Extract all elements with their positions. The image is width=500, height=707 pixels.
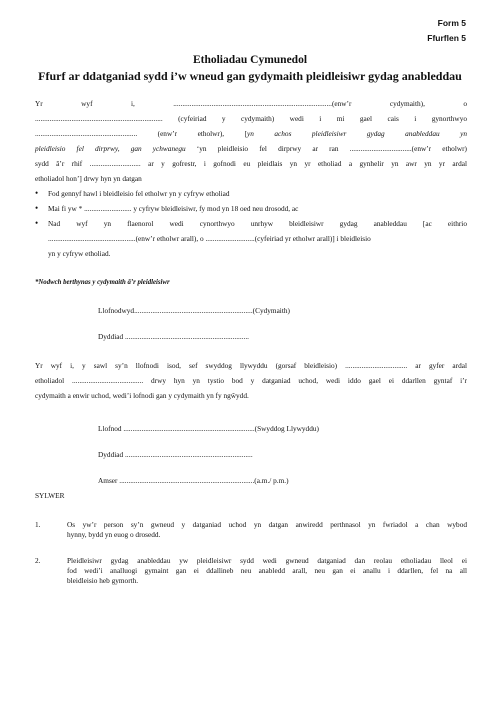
declaration-text: ‘yn pleidleisio fel dirprwy ar ran ..................................(enw’r etholwr)	[185, 144, 467, 153]
bullet-icon: •	[35, 218, 39, 228]
note-text: bleidleisio heb gymorth.	[67, 576, 139, 585]
list-item	[35, 201, 467, 216]
declaration-text: ........................................................ (enw’r etholwr), [	[35, 129, 248, 138]
companion-date-line: Dyddiad ....................................................................	[98, 332, 250, 341]
note-item	[35, 556, 467, 588]
officer-signature-line: Llofnod ........................................................................(Swyddog Llywyddu)	[98, 424, 319, 433]
declaration-line	[35, 126, 467, 141]
page-subtitle: Ffurf ar ddatganiad sydd i’w wneud gan gydymaith pleidleisiwr gydag anableddau	[38, 69, 462, 83]
note-text: Pleidleisiwr gydag anableddau yw pleidleisiwr sydd wedi gwneud datganiad dan reolau etholiadau lleol ei	[67, 556, 467, 565]
declaration-line	[35, 141, 467, 156]
declaration-line: sydd â’r rhif ............................ ar y gofrestr, i gofnodi eu pleidlais yn yr etholiad a gynhelir yn awr yn yr ardal	[35, 159, 467, 168]
proxy-instruction: pleidleisio fel dirprwy, gan ychwanegu	[35, 144, 186, 153]
list-item-text: yn y cyfryw etholiad.	[48, 249, 111, 258]
officer-statement	[35, 358, 467, 403]
officer-time-line: Amser ..........................................................................(a.m./ p.m.)	[98, 476, 289, 485]
officer-date-line: Dyddiad ......................................................................	[98, 450, 253, 459]
list-item-text: Nad wyf yn flaenorol wedi cynorthwyo unrhyw bleidleisiwr gydag anableddau [ac eithrio	[48, 219, 467, 228]
statement-line: Yr wyf i, y sawl sy’n llofnodi isod, sef swyddog llywyddu (gorsaf bleidleisio) .................................. ar gyfer ardal	[35, 361, 467, 370]
note-text: fod wedi’i analluogi gymaint gan ei ddallineb neu anabledd arall, neu gan ei anallu i ddarllen, fel na all	[67, 566, 467, 575]
list-item	[35, 186, 467, 201]
list-item-text: ................................................(enw’r etholwr arall), o ...........................(cyfeiriad yr etholwr arall)] i bleidleisio	[48, 234, 371, 243]
notes-heading: SYLWER	[35, 491, 65, 500]
note-item	[35, 520, 467, 542]
form-number-cy: Ffurflen 5	[427, 33, 466, 43]
page-title: Etholiadau Cymunedol	[192, 54, 308, 66]
note-number: 2.	[35, 556, 41, 565]
bullet-icon: •	[35, 188, 39, 198]
declaration-line: Yr wyf i, .......................................................................................(enw’r cydymaith), o	[35, 99, 467, 108]
note-text: hynny, bydd yn euog o drosedd.	[67, 530, 161, 539]
list-item-text: Fod gennyf hawl i bleidleisio fel etholwr yn y cyfryw etholiad	[48, 189, 230, 198]
note-number: 1.	[35, 520, 41, 529]
list-item-text: Mai fi yw * .......................... y cyfryw bleidleisiwr, fy mod yn 18 oed neu drosodd, ac	[48, 204, 299, 213]
proxy-instruction: yn achos pleidleisiwr gydag anableddau yn	[247, 129, 467, 138]
form-number-en: Form 5	[437, 18, 466, 28]
declaration-line: etholiadol hon’] drwy hyn yn datgan	[35, 174, 142, 183]
companion-signature-line: Llofnodwyd.................................................................(Cydymaith)	[98, 306, 290, 315]
declaration-paragraph	[35, 96, 467, 186]
statement-line: cydymaith a enwir uchod, wedi’i lofnodi gan y cydymaith yn fy ngŵydd.	[35, 391, 249, 400]
statement-line: etholiadol ....................................... drwy hyn yn tystio bod y datganiad uchod, wedi iddo gael ei ddarllen gyntaf i’r	[35, 376, 467, 385]
list-item	[35, 216, 467, 261]
note-text: Os yw’r person sy’n gwneud y datganiad uchod yn datgan anwiredd perthnasol yn fwriadol a chan wybod	[67, 520, 467, 529]
declaration-line: ...................................................................... (cyfeiriad y cydymaith) wedi i mi gael cais i gynorthwyo	[35, 114, 467, 123]
bullet-icon: •	[35, 203, 39, 213]
relationship-note: *Nodwch berthynas y cydymaith â’r pleidleisiwr	[35, 279, 170, 286]
